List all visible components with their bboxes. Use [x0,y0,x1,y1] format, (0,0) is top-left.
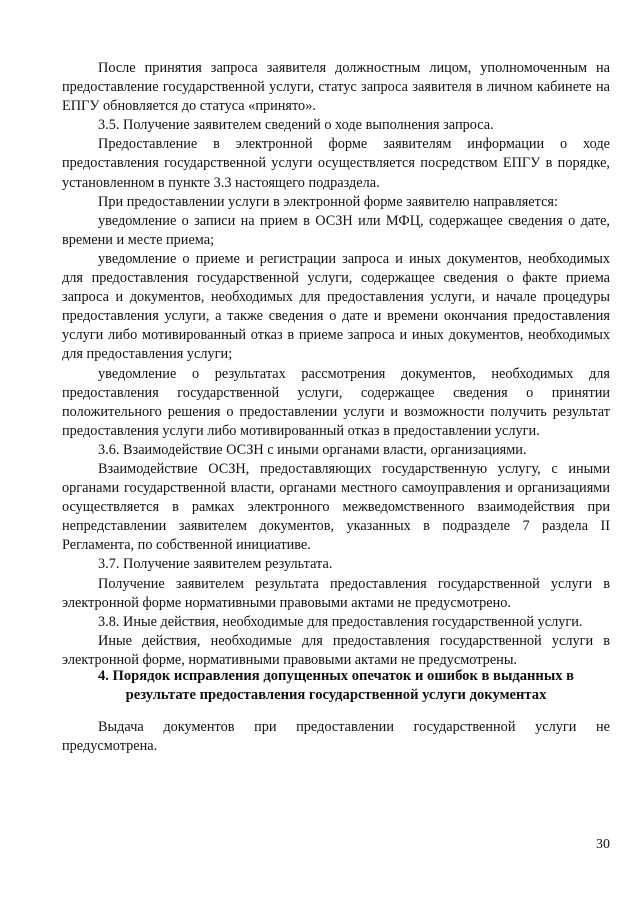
paragraph-result-receipt: Получение заявителем результата предоставления государственной услуги в электронной форме нормативными правовыми актами не предусмотрено. [62,575,610,611]
paragraph-appointment-notice: уведомление о записи на прием в ОСЗН или МФЦ, содержащее сведения о дате, времени и месте приема; [62,212,610,248]
paragraph-3-7-heading: 3.7. Получение заявителем результата. [98,556,333,573]
paragraph-registration-notice: уведомление о приеме и регистрации запроса и иных документов, необходимых для предоставления государственной услуги, содержащее сведения о факте приема запроса и документов, необходимых для предоставления услуги, и начале процедуры предоставления услуги, а также сведения о дате и времени окончания предоставления услуги либо мотивированный отказ в приеме запроса и иных документов, необходимых для предоставления услуги; [62,250,610,363]
paragraph-3-5-heading: 3.5. Получение заявителем сведений о ходе выполнения запроса. [98,117,494,134]
paragraph-3-6-heading: 3.6. Взаимодействие ОСЗН с иными органами власти, организациями. [98,441,527,458]
paragraph-progress-info: Предоставление в электронной форме заявителям информации о ходе предоставления государственной услуги осуществляется посредством ЕПГУ в порядке, установленном в пункте 3.3 настоящего подраздела. [62,136,610,191]
paragraph-notifications-intro: При предоставлении услуги в электронной форме заявителю направляется: [98,193,558,210]
paragraph-other-actions: Иные действия, необходимые для предоставления государственной услуги в электронной форме, нормативными правовыми актами не предусмотрены. [62,632,610,668]
paragraph-interagency: Взаимодействие ОСЗН, предоставляющих государственную услугу, с иными органами государственной власти, органами местного самоуправления и организациями осуществляется в рамках электронного межведомственного взаимодействия при непредставлении заявителем документов, указанных в подразделе 7 раздела II Регламента, по собственной инициативе. [62,460,610,554]
paragraph-request-status: После принятия запроса заявителя должностным лицом, уполномоченным на предоставление государственной услуги, статус запроса заявителя в личном кабинете на ЕПГУ обновляется до статуса «принято». [62,60,610,115]
page-number: 30 [596,837,610,852]
paragraph-results-notice: уведомление о результатах рассмотрения документов, необходимых для предоставления государственной услуги, содержащее сведения о принятии положительного решения о предоставлении услуги и возможности получить результат предоставления услуги либо мотивированный отказ в предоставлении услуги. [62,365,610,439]
section-4-body [62,718,610,756]
section-4-heading: 4. Порядок исправления допущенных опечаток и ошибок в выданных в результате предоставления государственной услуги документах [97,668,575,704]
document-body [62,59,610,670]
paragraph-3-8-heading: 3.8. Иные действия, необходимые для предоставления государственной услуги. [98,613,583,630]
paragraph-documents-issuance: Выдача документов при предоставлении государственной услуги не предусмотрена. [62,719,610,755]
